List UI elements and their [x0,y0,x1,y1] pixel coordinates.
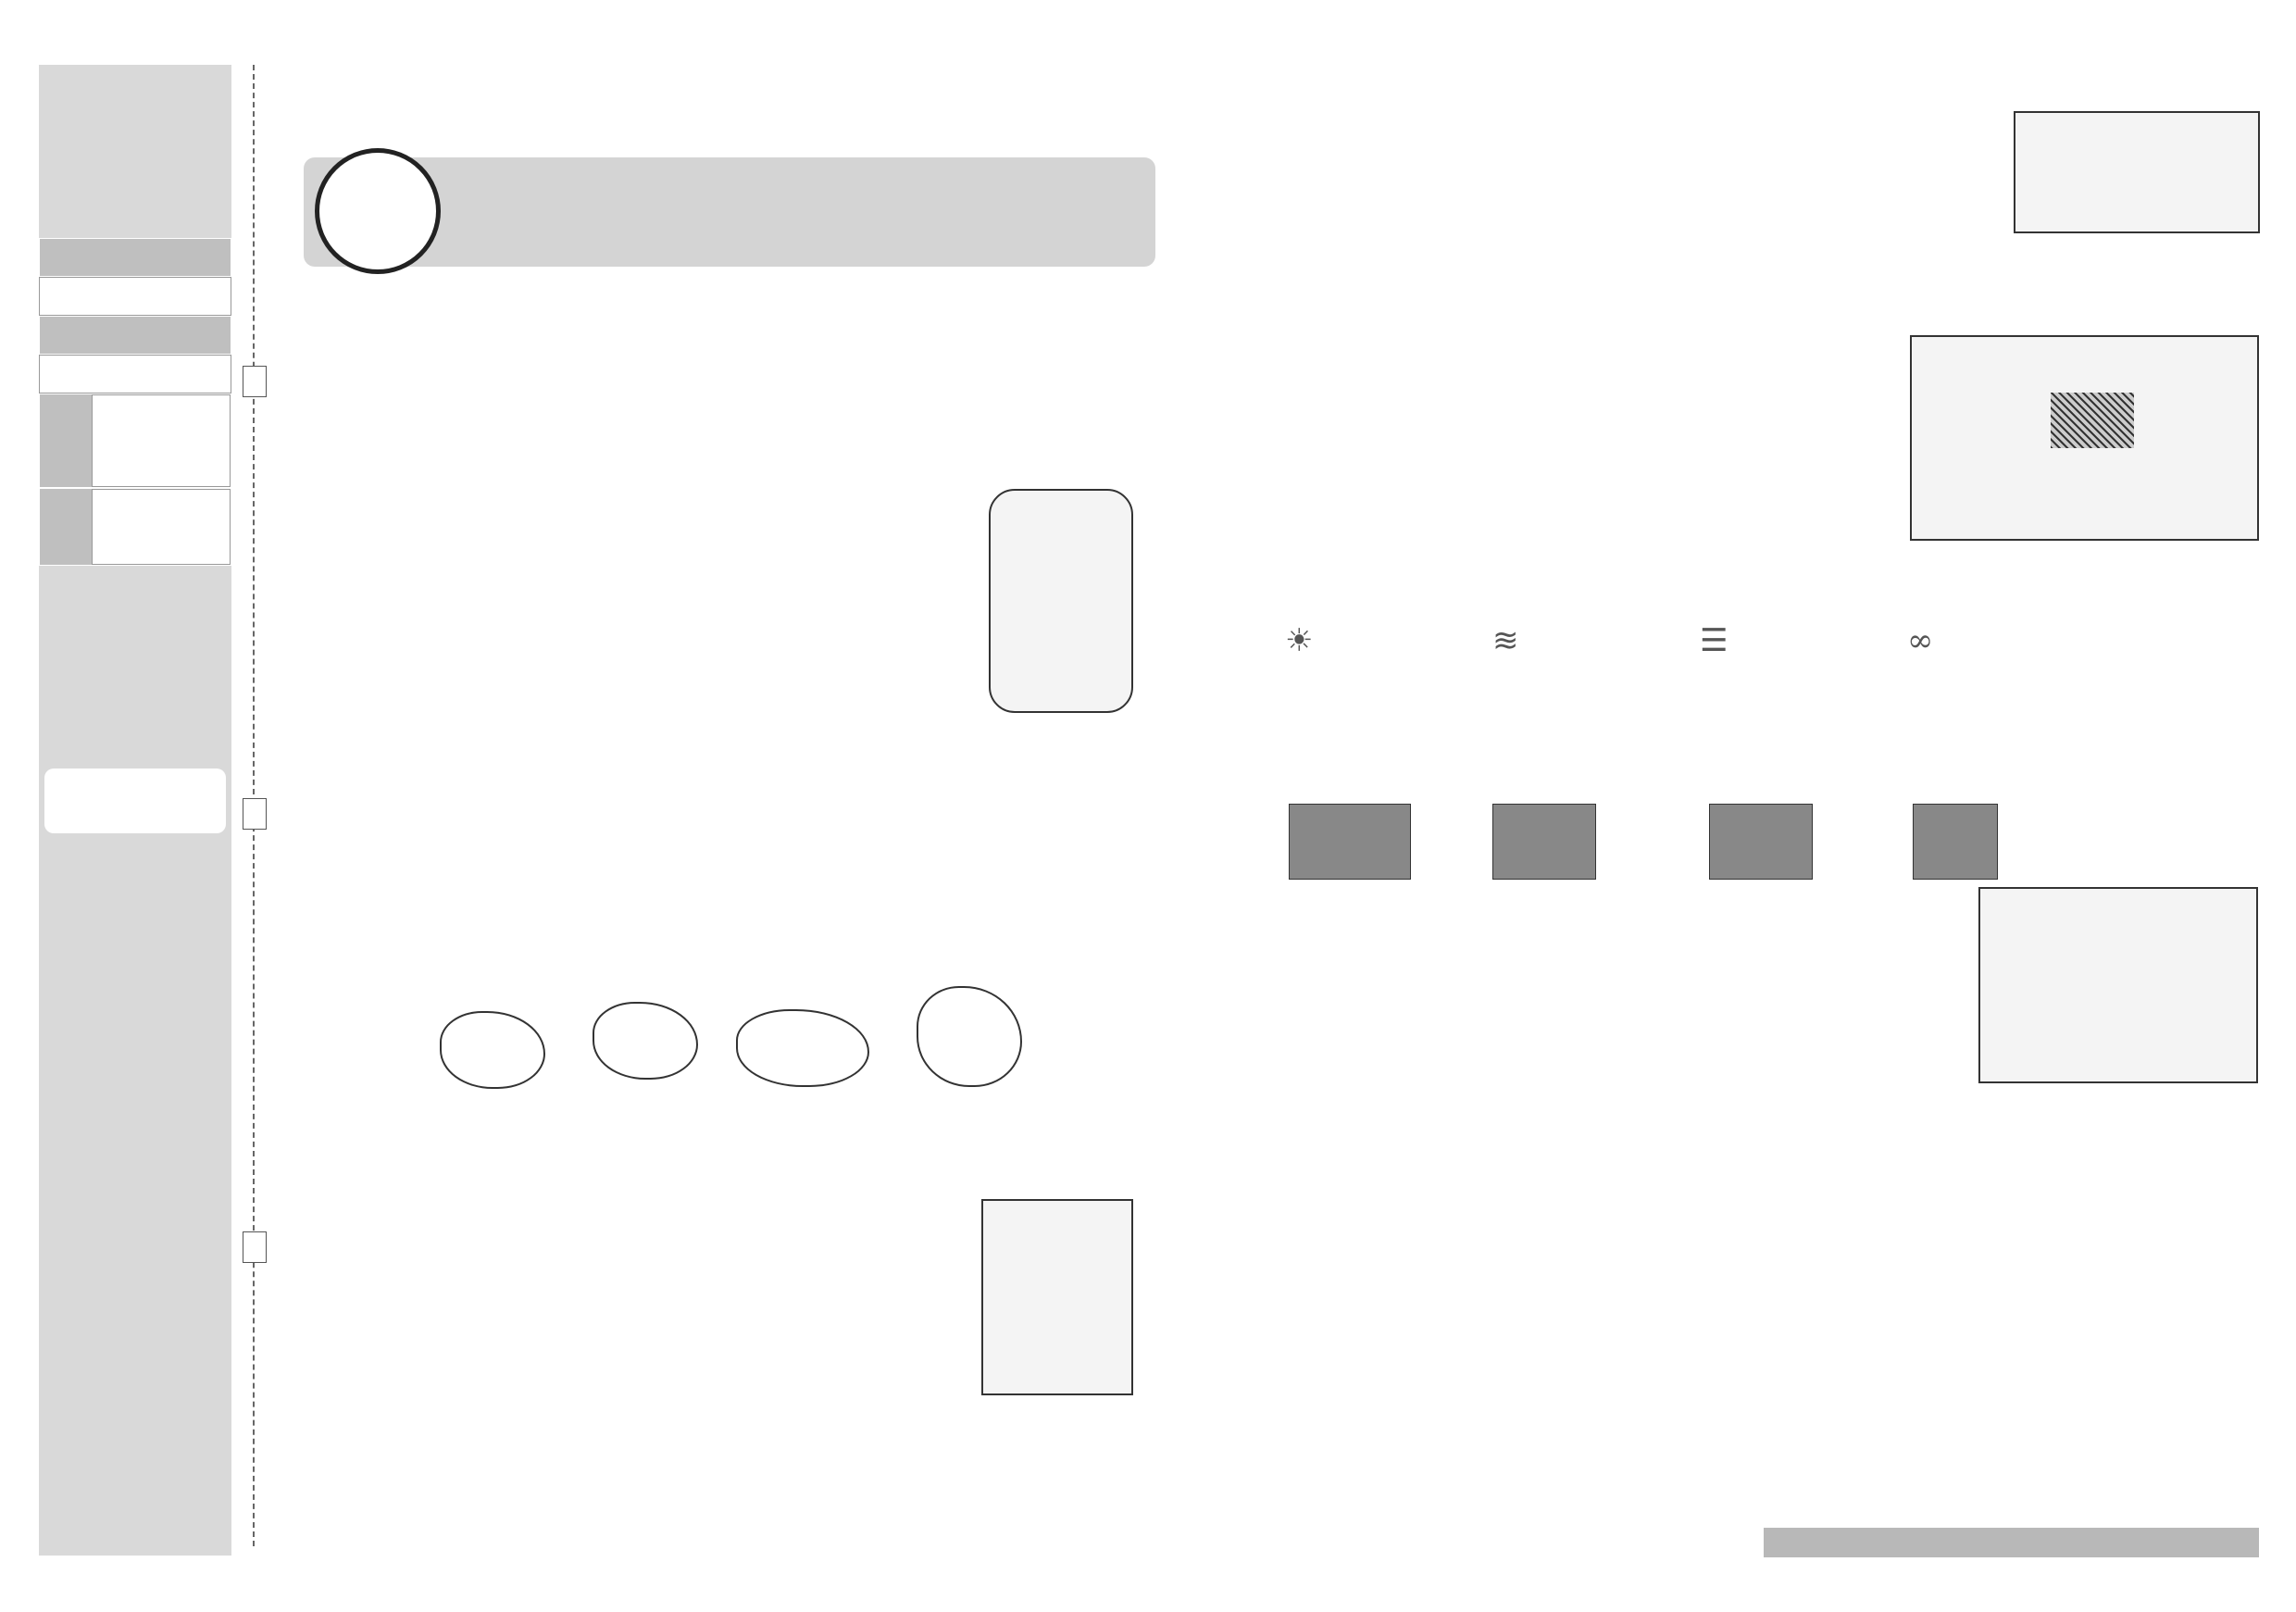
korea-peninsula-map [981,1199,1133,1395]
country-outline [593,1002,698,1080]
scenic-photo [1289,804,1411,880]
seal-char-mi [243,366,267,397]
scenic-photo [1492,804,1596,880]
name-field[interactable] [39,355,231,394]
usa-map [1910,335,2259,541]
scenic-photo [1913,804,1998,880]
seat-field[interactable] [92,489,231,565]
china-map [1978,887,2258,1083]
agricultural-belt-area [2051,393,2134,448]
country-outline-row [304,305,1160,418]
country-outline-map-89 [2014,111,2260,233]
option[interactable] [1470,157,1676,243]
fog-icon: ☰ [1700,622,1728,659]
exam-room-field[interactable] [92,394,231,487]
option[interactable] [1265,157,1470,243]
seat-label [40,489,92,565]
exam-info-form [39,238,231,566]
option[interactable] [1676,157,1881,243]
sunny-icon: ☀ [1285,622,1314,659]
vertical-world-map [989,489,1133,713]
seal-char-xian [243,1231,267,1263]
name-label [39,316,231,355]
scenic-photo [1709,804,1813,880]
country-outline [736,1009,869,1087]
seal-char-feng [243,798,267,830]
option[interactable] [1676,104,1881,157]
haze-icon: ∞ [1907,622,1934,659]
left-column [304,292,1160,418]
option[interactable] [1470,104,1676,157]
exam-tip-box [44,769,226,846]
exam-room-row [39,394,231,488]
exam-room-label [40,394,92,487]
page-footer [1764,1528,2259,1557]
wind-icon: ≋ [1492,622,1519,659]
option[interactable] [1265,104,1470,157]
exam-number-label [39,238,231,277]
country-outline [440,1011,545,1089]
seat-row [39,488,231,566]
exam-number-field[interactable] [39,277,231,316]
country-outline [917,986,1022,1087]
publisher-logo [315,148,441,274]
tip-banner [44,769,226,833]
